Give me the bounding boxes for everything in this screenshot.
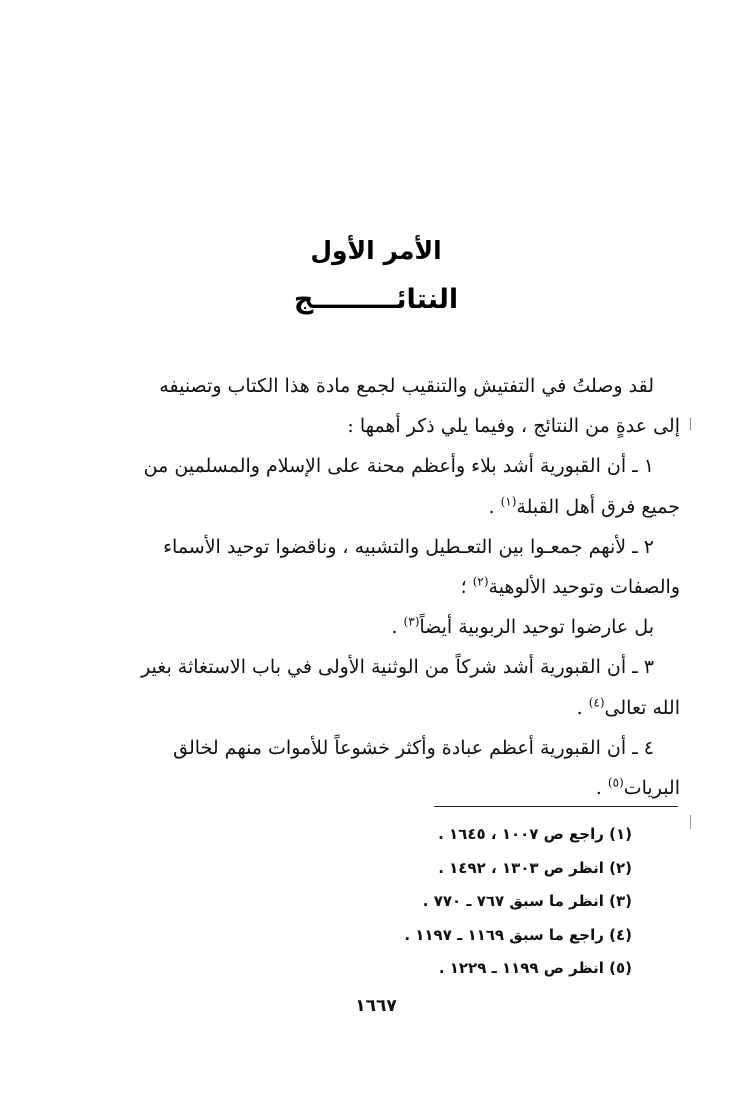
footnote-ref-2: (٢) <box>472 574 489 589</box>
point-1-end: . <box>488 495 501 518</box>
footnotes <box>172 818 632 986</box>
footnote-ref-1: (١) <box>500 494 517 509</box>
chapter-subtitle: النتائـــــــــج <box>293 284 459 315</box>
point-2-text: والصفات وتوحيد الألوهية <box>488 576 680 599</box>
point-3-line-2 <box>74 688 680 728</box>
point-3-line-1: ٣ ـ أن القبورية أشد شركاً من الوثنية الأولى في باب الاستغاثة بغير <box>141 656 654 679</box>
main-text <box>74 366 680 808</box>
footnote-3: (٣) انظر ما سبق ٧٦٧ ـ ٧٧٠ . <box>422 892 632 910</box>
point-3-end: . <box>576 696 589 719</box>
point-4-text: البريات <box>623 777 680 800</box>
point-2-line-2 <box>74 567 680 607</box>
footnote-separator <box>434 806 678 807</box>
margin-mark <box>690 418 691 430</box>
point-4-end: . <box>595 777 608 800</box>
point-2-text-3: بل عارضوا توحيد الربوبية أيضاً <box>419 616 654 639</box>
footnote-5: (٥) انظر ص ١١٩٩ ـ ١٢٢٩ . <box>438 959 632 977</box>
point-3-text: الله تعالى <box>604 696 680 719</box>
point-2-end: ؛ <box>460 576 473 599</box>
footnote-ref-3: (٣) <box>403 614 420 629</box>
margin-mark-2 <box>690 815 691 829</box>
footnote-ref-5: (٥) <box>607 775 624 790</box>
point-4-line-1: ٤ ـ أن القبورية أعظم عبادة وأكثر خشوعاً للأموات منهم لخالق <box>173 736 654 759</box>
footnote-4: (٤) راجع ما سبق ١١٦٩ ـ ١١٩٧ . <box>404 925 632 944</box>
point-1-text: جميع فرق أهل القبلة <box>516 495 680 518</box>
footnote-2: (٢) انظر ص ١٣٠٣ ، ١٤٩٢ . <box>438 858 632 877</box>
point-1-line-2 <box>74 487 680 527</box>
footnote-1: (١) راجع ص ١٠٠٧ ، ١٦٤٥ . <box>438 825 632 843</box>
footnote-ref-4: (٤) <box>588 695 605 710</box>
point-2-line-1: ٢ ـ لأنهم جمعـوا بين التعـطيل والتشبيه ، وناقضوا توحيد الأسماء <box>163 535 654 558</box>
chapter-title: الأمر الأول <box>310 236 442 265</box>
intro-line-1: لقد وصلتُ في التفتيش والتنقيب لجمع مادة هذا الكتاب وتصنيفه <box>159 375 654 397</box>
point-4-line-2 <box>74 768 680 808</box>
point-2-end-3: . <box>391 616 404 639</box>
point-2-line-3 <box>74 607 680 647</box>
page-number: ١٦٦٧ <box>355 996 397 1016</box>
intro-line-2: إلى عدةٍ من النتائج ، وفيما يلي ذكر أهمها : <box>347 415 680 438</box>
point-1-line-1: ١ ـ أن القبورية أشد بلاء وأعظم محنة على الإسلام والمسلمين من <box>143 455 654 478</box>
